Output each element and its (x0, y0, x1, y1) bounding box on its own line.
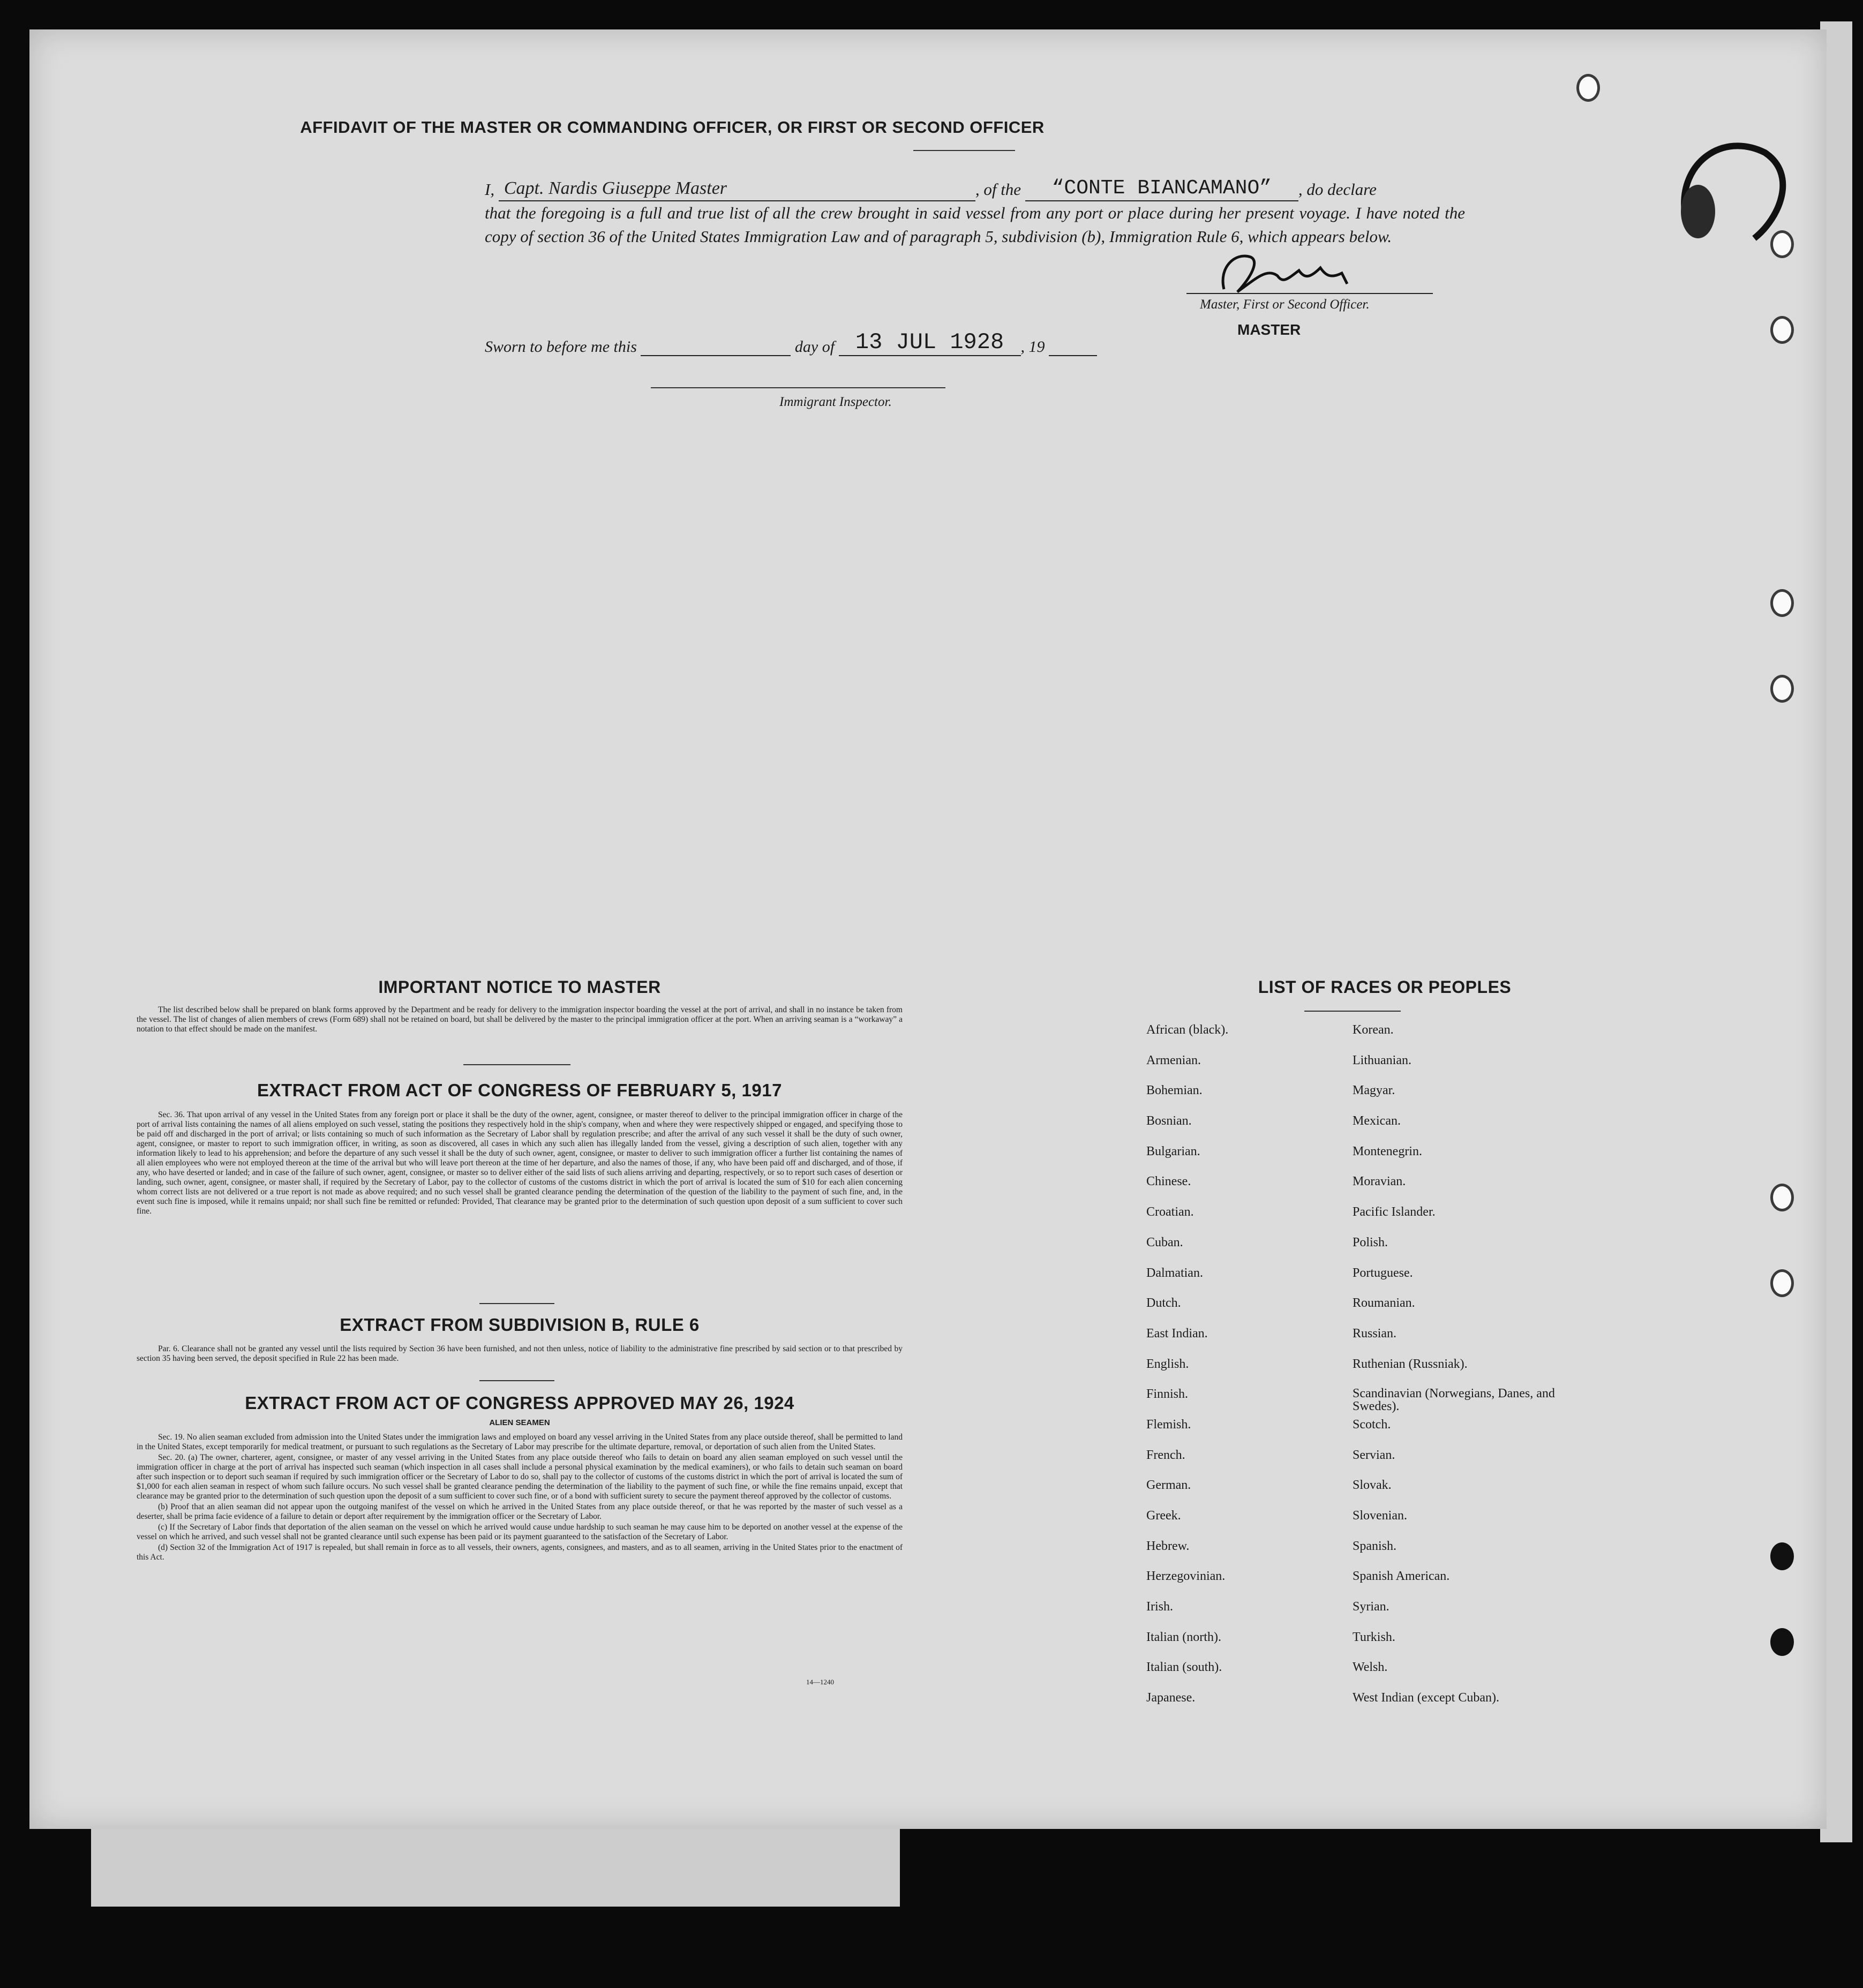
sworn-blank (641, 355, 791, 356)
sworn-line (485, 329, 1097, 356)
act1924-sec20d: (d) Section 32 of the Immigration Act of 1917 is repealed, but shall remain in force as to all vessels, their owners, agents, consignees, and masters, and as to all seamen, arriving in the United States prior to the enactment of this Act. (137, 1543, 903, 1562)
race-item: Bulgarian. (1146, 1144, 1200, 1158)
race-item: Spanish American. (1353, 1569, 1450, 1584)
race-item: Bosnian. (1146, 1114, 1192, 1128)
act1924-sec19: Sec. 19. No alien seaman excluded from admission into the United States under the immigration laws and employed on board any vessel arriving in the United States from any place outside thereof, shall be permitted to land in the United States, except temporarily for medical treatment, or pursuant to such regulations as the Secretary of Labor may prescribe for the ultimate departure, removal, or deportation of such alien from the United States. (137, 1433, 903, 1451)
sworn-day: day of (794, 338, 835, 356)
race-item: Herzegovinian. (1146, 1569, 1226, 1584)
notice-title: IMPORTANT NOTICE TO MASTER (378, 977, 661, 997)
affidavit-title: AFFIDAVIT OF THE MASTER OR COMMANDING OFFICER, OR FIRST OR SECOND OFFICER (300, 118, 1045, 137)
year-blank (1049, 355, 1097, 356)
race-item: English. (1146, 1357, 1189, 1371)
notice-paragraph: The list described below shall be prepared on blank forms approved by the Department and be ready for delivery to the immigration inspector boarding the vessel at the port of arrival, and shall in no instance be taken from the vessel. The list of changes of alien members of crews (Form 689) shall not be retained on board, but shall be delivered by the master to the principal immigration officer at the port. When an arriving seaman is a “workaway” a notation to that effect should be made on the manifest. (137, 1005, 903, 1034)
race-item: Magyar. (1353, 1083, 1395, 1098)
act1917-paragraph: Sec. 36. That upon arrival of any vessel in the United States from any foreign port or place it shall be the duty of the owner, agent, consignee, or master thereof to deliver to the principal immigration officer in charge of the port of arrival lists containing the names of all aliens employed on such vessel, stating the positions they respectively hold in the ship's company, when and where they were respectively shipped or engaged, and specifying those to be paid off and discharged in the port of arrival; or lists containing so much of such information as the Secretary of Labor shall by regulation prescribe; and after the arrival of any such vessel it shall be the duty of such owner, agent, consignee, or master to report to such immigration officer, in writing, as soon as discovered, all cases in which any such alien has illegally landed from the vessel, giving a description of such alien, together with any information likely to lead to his apprehension; and before the departure of any such vessel it shall be the duty of such owner, agent, consignee, or master to deliver to such immigration officer a further list containing the names of all alien employees who were not employed thereon at the time of the arrival but who will leave port thereon at the time of her departure, and also the names of those, if any, who have been paid off and discharged, and of those, if any, who have deserted or landed; and in case of the failure of such owner, agent, consignee, or master so to deliver either of the said lists of such aliens arriving and departing, respectively, or so to report such cases of desertion or landing, such owner, agent, consignee, or master shall, if required by the Secretary of Labor, pay to the collector of customs of the customs district in which the port of arrival is located the sum of $10 for each alien concerning whom correct lists are not delivered or a true report is not made as above required; and no such vessel shall be granted clearance pending the determination of the question of the liability to the payment of such fine, and, in the event such fine is imposed, while it remains unpaid; nor shall such fine be remitted or refunded: Provided, That clearance may be granted prior to the determination of such question upon deposit of a sum sufficient to cover such fine. (137, 1110, 903, 1216)
race-item: African (black). (1146, 1023, 1229, 1037)
races-left-column (1146, 1023, 1350, 1721)
act1917-text (137, 1110, 903, 1217)
race-item: Hebrew. (1146, 1539, 1190, 1553)
race-item: German. (1146, 1478, 1191, 1493)
section-rule (463, 1064, 570, 1065)
race-item: Scotch. (1353, 1417, 1391, 1432)
race-item: Welsh. (1353, 1660, 1388, 1675)
vessel-name: “CONTE BIANCAMANO” (1025, 177, 1298, 201)
rule6-title: EXTRACT FROM SUBDIVISION B, RULE 6 (340, 1315, 700, 1335)
master-signature (1186, 246, 1433, 305)
act1924-text (137, 1433, 903, 1563)
inspector-caption: Immigrant Inspector. (779, 395, 892, 409)
race-item: Mexican. (1353, 1114, 1401, 1128)
i-prefix: I, (485, 180, 495, 199)
race-item: Polish. (1353, 1235, 1388, 1249)
punch-hole (1770, 1184, 1794, 1211)
race-item: Syrian. (1353, 1600, 1389, 1614)
race-item: French. (1146, 1448, 1185, 1462)
do-declare-text: , do declare (1298, 180, 1377, 199)
race-item: Turkish. (1353, 1630, 1395, 1644)
race-item: Cuban. (1146, 1235, 1183, 1249)
act1924-sec20c: (c) If the Secretary of Labor finds that deportation of the alien seaman on the vessel on which he arrived would cause undue hardship to such seaman he may cause him to be deported on another vessel at the expense of the vessel on which he arrived, and such vessel shall not be granted clearance until such expense has been paid or its payment guaranteed to the satisfaction of the Secretary of Labor. (137, 1523, 903, 1541)
race-item: Scandinavian (Norwegians, Danes, and Swedes). (1353, 1387, 1555, 1414)
race-item: East Indian. (1146, 1326, 1208, 1341)
section-rule (479, 1380, 554, 1381)
race-item: West Indian (except Cuban). (1353, 1691, 1499, 1705)
race-item: Roumanian. (1353, 1296, 1415, 1311)
race-item: Irish. (1146, 1600, 1173, 1614)
race-item: Pacific Islander. (1353, 1205, 1436, 1219)
race-item: Moravian. (1353, 1174, 1406, 1189)
section-rule (479, 1303, 554, 1304)
race-item: Japanese. (1146, 1691, 1196, 1705)
date-stamp: 13 JUL 1928 (839, 329, 1021, 356)
races-right-column (1353, 1023, 1577, 1721)
inspector-signature-line (651, 387, 945, 388)
document-page (29, 29, 1827, 1829)
affidavit-declaration (485, 177, 1465, 248)
race-item: Croatian. (1146, 1205, 1194, 1219)
race-item: Chinese. (1146, 1174, 1191, 1189)
race-item: Ruthenian (Russniak). (1353, 1357, 1468, 1371)
punch-hole (1770, 589, 1794, 617)
of-the-text: , of the (975, 180, 1021, 199)
race-item: Portuguese. (1353, 1266, 1413, 1280)
race-item: Servian. (1353, 1448, 1395, 1462)
punch-hole (1770, 1542, 1794, 1570)
act1924-sec20b: (b) Proof that an alien seaman did not appear upon the outgoing manifest of the vessel on which he arrived in the United States from any place outside thereof, or that he was reported by the master of such vessel as a deserter, shall be prima facie evidence of a failure to detain or deport after requirement by the immigration officer or the Secretary of Labor. (137, 1502, 903, 1521)
declarant-name: Capt. Nardis Giuseppe Master (499, 177, 975, 201)
punch-hole (1770, 230, 1794, 258)
races-title: LIST OF RACES OR PEOPLES (1258, 977, 1512, 997)
race-item: Italian (south). (1146, 1660, 1222, 1675)
act1917-title: EXTRACT FROM ACT OF CONGRESS OF FEBRUARY 5, 1917 (257, 1080, 782, 1100)
races-title-rule (1304, 1011, 1401, 1012)
act1924-title: EXTRACT FROM ACT OF CONGRESS APPROVED MAY 26, 1924 (245, 1393, 794, 1413)
punch-hole (1770, 675, 1794, 703)
master-stamp: MASTER (1237, 321, 1301, 338)
page-tab (91, 1821, 900, 1907)
rule6-text (137, 1344, 903, 1365)
title-rule (913, 150, 1015, 151)
year-prefix: , 19 (1020, 338, 1045, 356)
race-item: Montenegrin. (1353, 1144, 1422, 1158)
punch-hole (1770, 1628, 1794, 1656)
sworn-prefix: Sworn to before me this (485, 338, 637, 356)
declaration-line (485, 177, 1465, 201)
race-item: Slovenian. (1353, 1509, 1407, 1523)
race-item: Slovak. (1353, 1478, 1392, 1493)
punch-hole (1770, 316, 1794, 344)
punch-hole (1770, 1269, 1794, 1297)
race-item: Lithuanian. (1353, 1053, 1411, 1067)
race-item: Armenian. (1146, 1053, 1201, 1067)
rule6-paragraph: Par. 6. Clearance shall not be granted any vessel until the lists required by Section 36 have been furnished, and not then unless, notice of liability to the administrative fine prescribed by said section or to that prescribed by section 35 having been served, the deposit specified in Rule 22 has been made. (137, 1344, 903, 1363)
race-item: Flemish. (1146, 1417, 1191, 1432)
form-number: 14—1240 (806, 1678, 834, 1686)
act1924-subtitle: ALIEN SEAMEN (489, 1418, 550, 1427)
race-item: Dalmatian. (1146, 1266, 1203, 1280)
notice-text (137, 1005, 903, 1035)
race-item: Spanish. (1353, 1539, 1397, 1553)
signature-caption: Master, First or Second Officer. (1200, 297, 1370, 312)
race-item: Russian. (1353, 1326, 1397, 1341)
punch-hole (1576, 74, 1600, 102)
declaration-body: that the foregoing is a full and true list of all the crew brought in said vessel from any port or place during her present voyage. I have noted the copy of section 36 of the United States Immigration Law and of paragraph 5, subdivision (b), Immigration Rule 6, which appears below. (485, 204, 1465, 246)
race-item: Finnish. (1146, 1387, 1189, 1402)
race-item: Greek. (1146, 1509, 1181, 1523)
race-item: Korean. (1353, 1023, 1394, 1037)
race-item: Italian (north). (1146, 1630, 1221, 1644)
act1924-sec20a: Sec. 20. (a) The owner, charterer, agent, consignee, or master of any vessel arriving in the United States from any place outside thereof who fails to detain on board any alien seaman employed on such vessel until the immigration officer in charge at the port of arrival has inspected such seaman (which inspection in all cases shall include a personal physical examination by the medical examiners), or who fails to detain such seaman on board after such inspection or to deport such seaman if required by such immigration officer or the Secretary of Labor to do so, shall pay to the collector of customs of the customs district in which the port of arrival is located the sum of $1,000 for each alien seaman in respect of whom such failure occurs. No such vessel shall be granted clearance pending the determination of the liability to the payment of such fine, or while the fine remains unpaid, except that clearance may be granted prior to the determination of such question upon the deposit of a sum sufficient to cover such fine, or of a bond with sufficient surety to secure the payment thereof approved by the collector of customs. (137, 1453, 903, 1501)
race-item: Dutch. (1146, 1296, 1181, 1311)
race-item: Bohemian. (1146, 1083, 1203, 1098)
